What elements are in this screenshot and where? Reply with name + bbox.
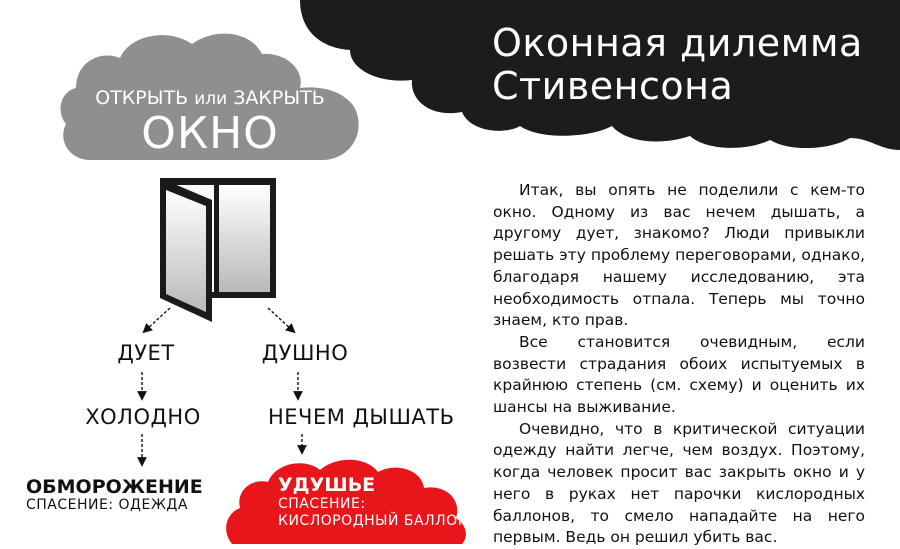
question-line bbox=[60, 87, 360, 109]
question-window: ОКНО bbox=[141, 108, 279, 159]
right-rescue-label: СПАСЕНИЕ: bbox=[278, 496, 366, 512]
title-line-2: Стивенсона bbox=[492, 64, 734, 108]
question-open: ОТКРЫТЬ bbox=[95, 87, 189, 109]
left-result: ОБМОРОЖЕНИЕ bbox=[26, 476, 203, 498]
right-step-1: ДУШНО bbox=[261, 341, 349, 365]
left-rescue: СПАСЕНИЕ: ОДЕЖДА bbox=[26, 497, 188, 513]
page-title bbox=[492, 22, 863, 108]
article-paragraph-2: Все становится очевидным, если возвести страдания обоих испытуемых в крайнюю степень (см. схему) и оценить их шансы на выживание. bbox=[493, 332, 865, 417]
left-step-2: ХОЛОДНО bbox=[85, 405, 201, 429]
window-drawing bbox=[160, 178, 276, 322]
right-rescue-value: КИСЛОРОДНЫЙ БАЛЛОН bbox=[278, 513, 469, 529]
flow-arrows bbox=[142, 308, 302, 462]
left-step-1: ДУЕТ bbox=[117, 341, 175, 365]
question-or: или bbox=[194, 89, 228, 109]
article-body bbox=[493, 180, 865, 549]
right-step-2: НЕЧЕМ ДЫШАТЬ bbox=[268, 405, 455, 429]
right-result: УДУШЬЕ bbox=[278, 474, 376, 496]
article-paragraph-1: Итак, вы опять не поделили с кем-то окно. Одному из вас нечем дышать, а другому дует, знакомо? Люди привыкли решать эту проблему переговорами, однако, благодаря нашему исследованию, эта необходимость отпала. Теперь мы точно знаем, кто прав. bbox=[493, 181, 865, 330]
question-close: ЗАКРЫТЬ bbox=[233, 87, 325, 109]
title-line-1: Оконная дилемма bbox=[492, 21, 863, 65]
article-paragraph-3: Очевидно, что в критической ситуации одежду найти легче, чем воздух. Поэтому, когда человек просит вас закрыть окно и у него в руках нет парочки кислородных баллонов, то смело нападайте на него первым. Ведь он решил убить вас. bbox=[493, 419, 865, 547]
